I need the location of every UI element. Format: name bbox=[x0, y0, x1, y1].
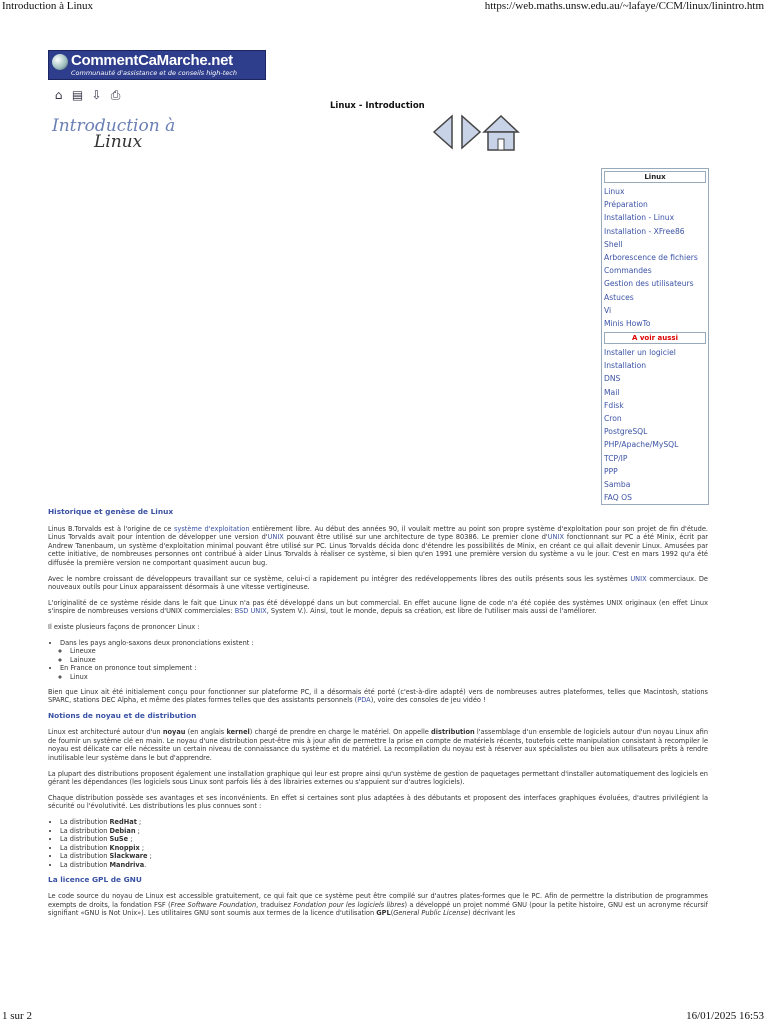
paragraph: Bien que Linux ait été initialement conçu pour fonctionner sur plateforme PC, il a désormais été porté (c'est-à-dire adapté) vers de nombreuses autres plateformes, telles que Macintosh, stations SPARC, stations DEC Alpha, et même des plates formes telles que des assistants personnels (PDA), voire des consoles de jeu vidéo ! bbox=[48, 687, 708, 705]
sidebar-item[interactable]: Gestion des utilisateurs bbox=[604, 279, 694, 289]
sidebar-item[interactable]: Samba bbox=[604, 479, 631, 489]
sidebar-item[interactable]: FAQ OS bbox=[604, 493, 632, 503]
list-item: • La distribution Slackware ; bbox=[60, 852, 708, 861]
article-content bbox=[48, 508, 708, 925]
nav-buttons bbox=[432, 114, 522, 154]
list-item: • La distribution SuSe ; bbox=[60, 835, 708, 844]
link[interactable]: PDA bbox=[357, 696, 371, 705]
sidebar-item[interactable]: PPP bbox=[604, 466, 618, 476]
sidebar-item[interactable]: Installation - XFree86 bbox=[604, 226, 685, 236]
previous-arrow-icon[interactable] bbox=[434, 116, 452, 148]
sidebar-item[interactable]: Préparation bbox=[604, 200, 648, 210]
sidebar-item[interactable]: PostgreSQL bbox=[604, 427, 648, 437]
link[interactable]: système d'exploitation bbox=[173, 524, 250, 533]
paragraph: Linus B.Torvalds est à l'origine de ce système d'exploitation entièrement libre. Au début des années 90, il voulait mettre au point son propre système d'exploitation pour son projet de fin d'étude. Linus Torvalds avait pour intention de développer une version d'UNIX pouvant être utilisé sur une architecture de type 80386. Le premier clone d'UNIX fonctionnant sur PC a été Minix, écrit par Andrew Tanenbaum, un système d'exploitation minimal pouvant être utilisé sur PC. Linus Torvalds décida donc d'étendre les possibilités de Minix, en créant ce qui allait devenir Linux. Amusées par cette initiative, de nombreuses personnes ont contribué à aider Linus Torvalds à réaliser ce système, si bien qu'en 1991 une première version du système a vu le jour. C'est en mars 1992 qu'a été diffusée la première version ne comportant quasiment aucun bug. bbox=[48, 524, 709, 567]
sidebar-item[interactable]: Arborescence de fichiers bbox=[604, 252, 698, 262]
logo-tagline: Communauté d'assistance et de conseils high-tech bbox=[71, 69, 237, 77]
link[interactable]: UNIX bbox=[630, 574, 647, 583]
list-item: • La distribution Debian ; bbox=[60, 827, 708, 836]
paragraph: Le code source du noyau de Linux est accessible gratuitement, ce qui fait que ce système peut être compilé sur d'autres plates-formes que le PC. Afin de permettre la distribution de programmes exempts de droits, la fondation FSF (Free Software Foundation, traduisez Fondation pour les logiciels libres) a développé un projet nommé GNU (pour la petite histoire, GNU est un acronyme récursif signifiant «GNU is Not Unix»). Les utilitaires GNU sont soumis aux termes de la licence d'utilisation GPL(General Public License) décrivant les bbox=[48, 892, 708, 918]
sidebar-item[interactable]: TCP/IP bbox=[604, 453, 628, 463]
sidebar-item[interactable]: Vi bbox=[604, 305, 612, 315]
paragraph: Avec le nombre croissant de développeurs travaillant sur ce système, celui-ci a rapidement pu intégrer des redéveloppements libres des outils présents sous les systèmes UNIX commerciaux. De nouveaux outils pour Linux apparaissent désormais à une vitesse vertigineuse. bbox=[48, 574, 708, 592]
paragraph: L'originalité de ce système réside dans le fait que Linux n'a pas été développé dans un but commercial. En effet aucune ligne de code n'a été copiée des systèmes UNIX originaux (en effet Linux s'inspire de nombreuses versions d'UNIX commerciales: BSD UNIX, System V.). Ainsi, tout le monde, depuis sa création, est libre de l'utiliser mais aussi de l'améliorer. bbox=[48, 598, 708, 616]
print-url: https://web.maths.unsw.edu.au/~lafaye/CCM/linux/linintro.htm bbox=[484, 0, 764, 12]
paragraph: Il existe plusieurs façons de prononcer Linux : bbox=[48, 622, 200, 631]
intro-title-image bbox=[52, 116, 202, 152]
section-heading: Notions de noyau et de distribution bbox=[48, 710, 197, 720]
logo-name: CommentCaMarche.net bbox=[71, 52, 233, 69]
home-icon[interactable] bbox=[484, 116, 518, 150]
list-item: ◦ Linux bbox=[70, 673, 708, 682]
sidebar-item[interactable]: Mail bbox=[604, 387, 620, 397]
sidebar-menu bbox=[601, 168, 709, 505]
sidebar-item[interactable]: Commandes bbox=[604, 266, 652, 276]
intro-title-line1: Introduction à bbox=[52, 116, 176, 136]
sidebar-item[interactable]: Shell bbox=[604, 239, 623, 249]
sidebar-item[interactable]: Minis HowTo bbox=[604, 318, 651, 328]
sidebar-item[interactable]: Installation - Linux bbox=[604, 213, 675, 223]
sidebar-item[interactable]: Astuces bbox=[604, 292, 634, 302]
sidebar-item[interactable]: DNS bbox=[604, 374, 621, 384]
paragraph: La plupart des distributions proposent également une installation graphique qui leur est propre ainsi qu'un système de gestion de paquetages permettant d'installer automatiquement des logiciels en gérant les dépendances (les logiciels sous Linux sont parfois liés à des librairies externes ou s'appuient sur d'autres logiciels). bbox=[48, 769, 708, 787]
page-title: Linux - Introduction bbox=[330, 101, 425, 111]
sidebar-header-see-also: A voir aussi bbox=[604, 332, 706, 344]
list-item: ◦ Lainuxe bbox=[70, 656, 708, 665]
toolbar-icons bbox=[52, 84, 128, 100]
sidebar-item[interactable]: Installation bbox=[604, 361, 647, 371]
page-number: 1 sur 2 bbox=[2, 1010, 32, 1022]
distribution-list bbox=[48, 818, 708, 870]
sidebar-item[interactable]: Linux bbox=[604, 187, 625, 196]
print-title: Introduction à Linux bbox=[2, 0, 94, 12]
print-header bbox=[0, 0, 768, 14]
paragraph: Chaque distribution possède ses avantages et ses inconvénients. En effet si certaines sont plus adaptées à des débutants et proposent des interfaces graphiques évoluées, d'autres privilégient la sécurité ou l'évolutivité. Les distributions les plus connues sont : bbox=[48, 793, 708, 811]
list-item: ◦ Lineuxe bbox=[70, 647, 708, 656]
list-item: • En France on prononce tout simplement : ◦ Linux bbox=[60, 664, 708, 681]
forum-icon[interactable]: ▤ bbox=[71, 88, 84, 102]
link[interactable]: BSD UNIX bbox=[234, 607, 267, 616]
link[interactable]: UNIX bbox=[547, 533, 564, 542]
site-logo[interactable] bbox=[48, 50, 266, 80]
sidebar-item[interactable]: PHP/Apache/MySQL bbox=[604, 440, 679, 450]
download-icon[interactable]: ⇩ bbox=[91, 88, 102, 102]
sidebar-item[interactable]: Cron bbox=[604, 414, 622, 423]
paragraph: Linux est architecturé autour d'un noyau (en anglais kernel) chargé de prendre en charge le matériel. On appelle distribution l'assemblage d'un ensemble de logiciels autour d'un noyau Linux afin de fournir un système clé en main. Le noyau d'une distribution peut-être mis à jour afin de permettre la prise en compte de matériels récents, toutefois cette manipulation consistant à recompiler le noyau est délicate car elle nécessite un certain niveau de connaissance du système et du matériel. La recompilation du noyau est à réserver aux spécialistes ou bien aux utilisateurs prêts à rendre inutilisable leur système dans le but d'apprendre. bbox=[48, 728, 709, 763]
sidebar-item[interactable]: Installer un logiciel bbox=[604, 348, 676, 358]
home-icon[interactable]: ⌂ bbox=[54, 88, 63, 102]
pronunciation-list bbox=[48, 639, 708, 682]
sidebar-item[interactable]: Fdisk bbox=[604, 400, 624, 410]
list-item: • Dans les pays anglo-saxons deux prononciations existent : ◦ Lineuxe ◦ Lainuxe bbox=[60, 639, 708, 665]
print-datetime: 16/01/2025 16:53 bbox=[686, 1010, 764, 1022]
section-heading: La licence GPL de GNU bbox=[48, 874, 142, 884]
next-arrow-icon[interactable] bbox=[462, 116, 480, 148]
list-item: • La distribution Knoppix ; bbox=[60, 844, 708, 853]
globe-icon bbox=[52, 54, 68, 70]
list-item: • La distribution RedHat ; bbox=[60, 818, 708, 827]
print-footer bbox=[0, 1008, 768, 1024]
print-icon[interactable]: ⎙ bbox=[110, 88, 121, 102]
list-item: • La distribution Mandriva. bbox=[60, 861, 708, 870]
section-heading: Historique et genèse de Linux bbox=[48, 507, 174, 516]
sidebar-header: Linux bbox=[604, 171, 706, 183]
link[interactable]: UNIX bbox=[267, 533, 284, 542]
intro-title-line2: Linux bbox=[94, 132, 143, 152]
